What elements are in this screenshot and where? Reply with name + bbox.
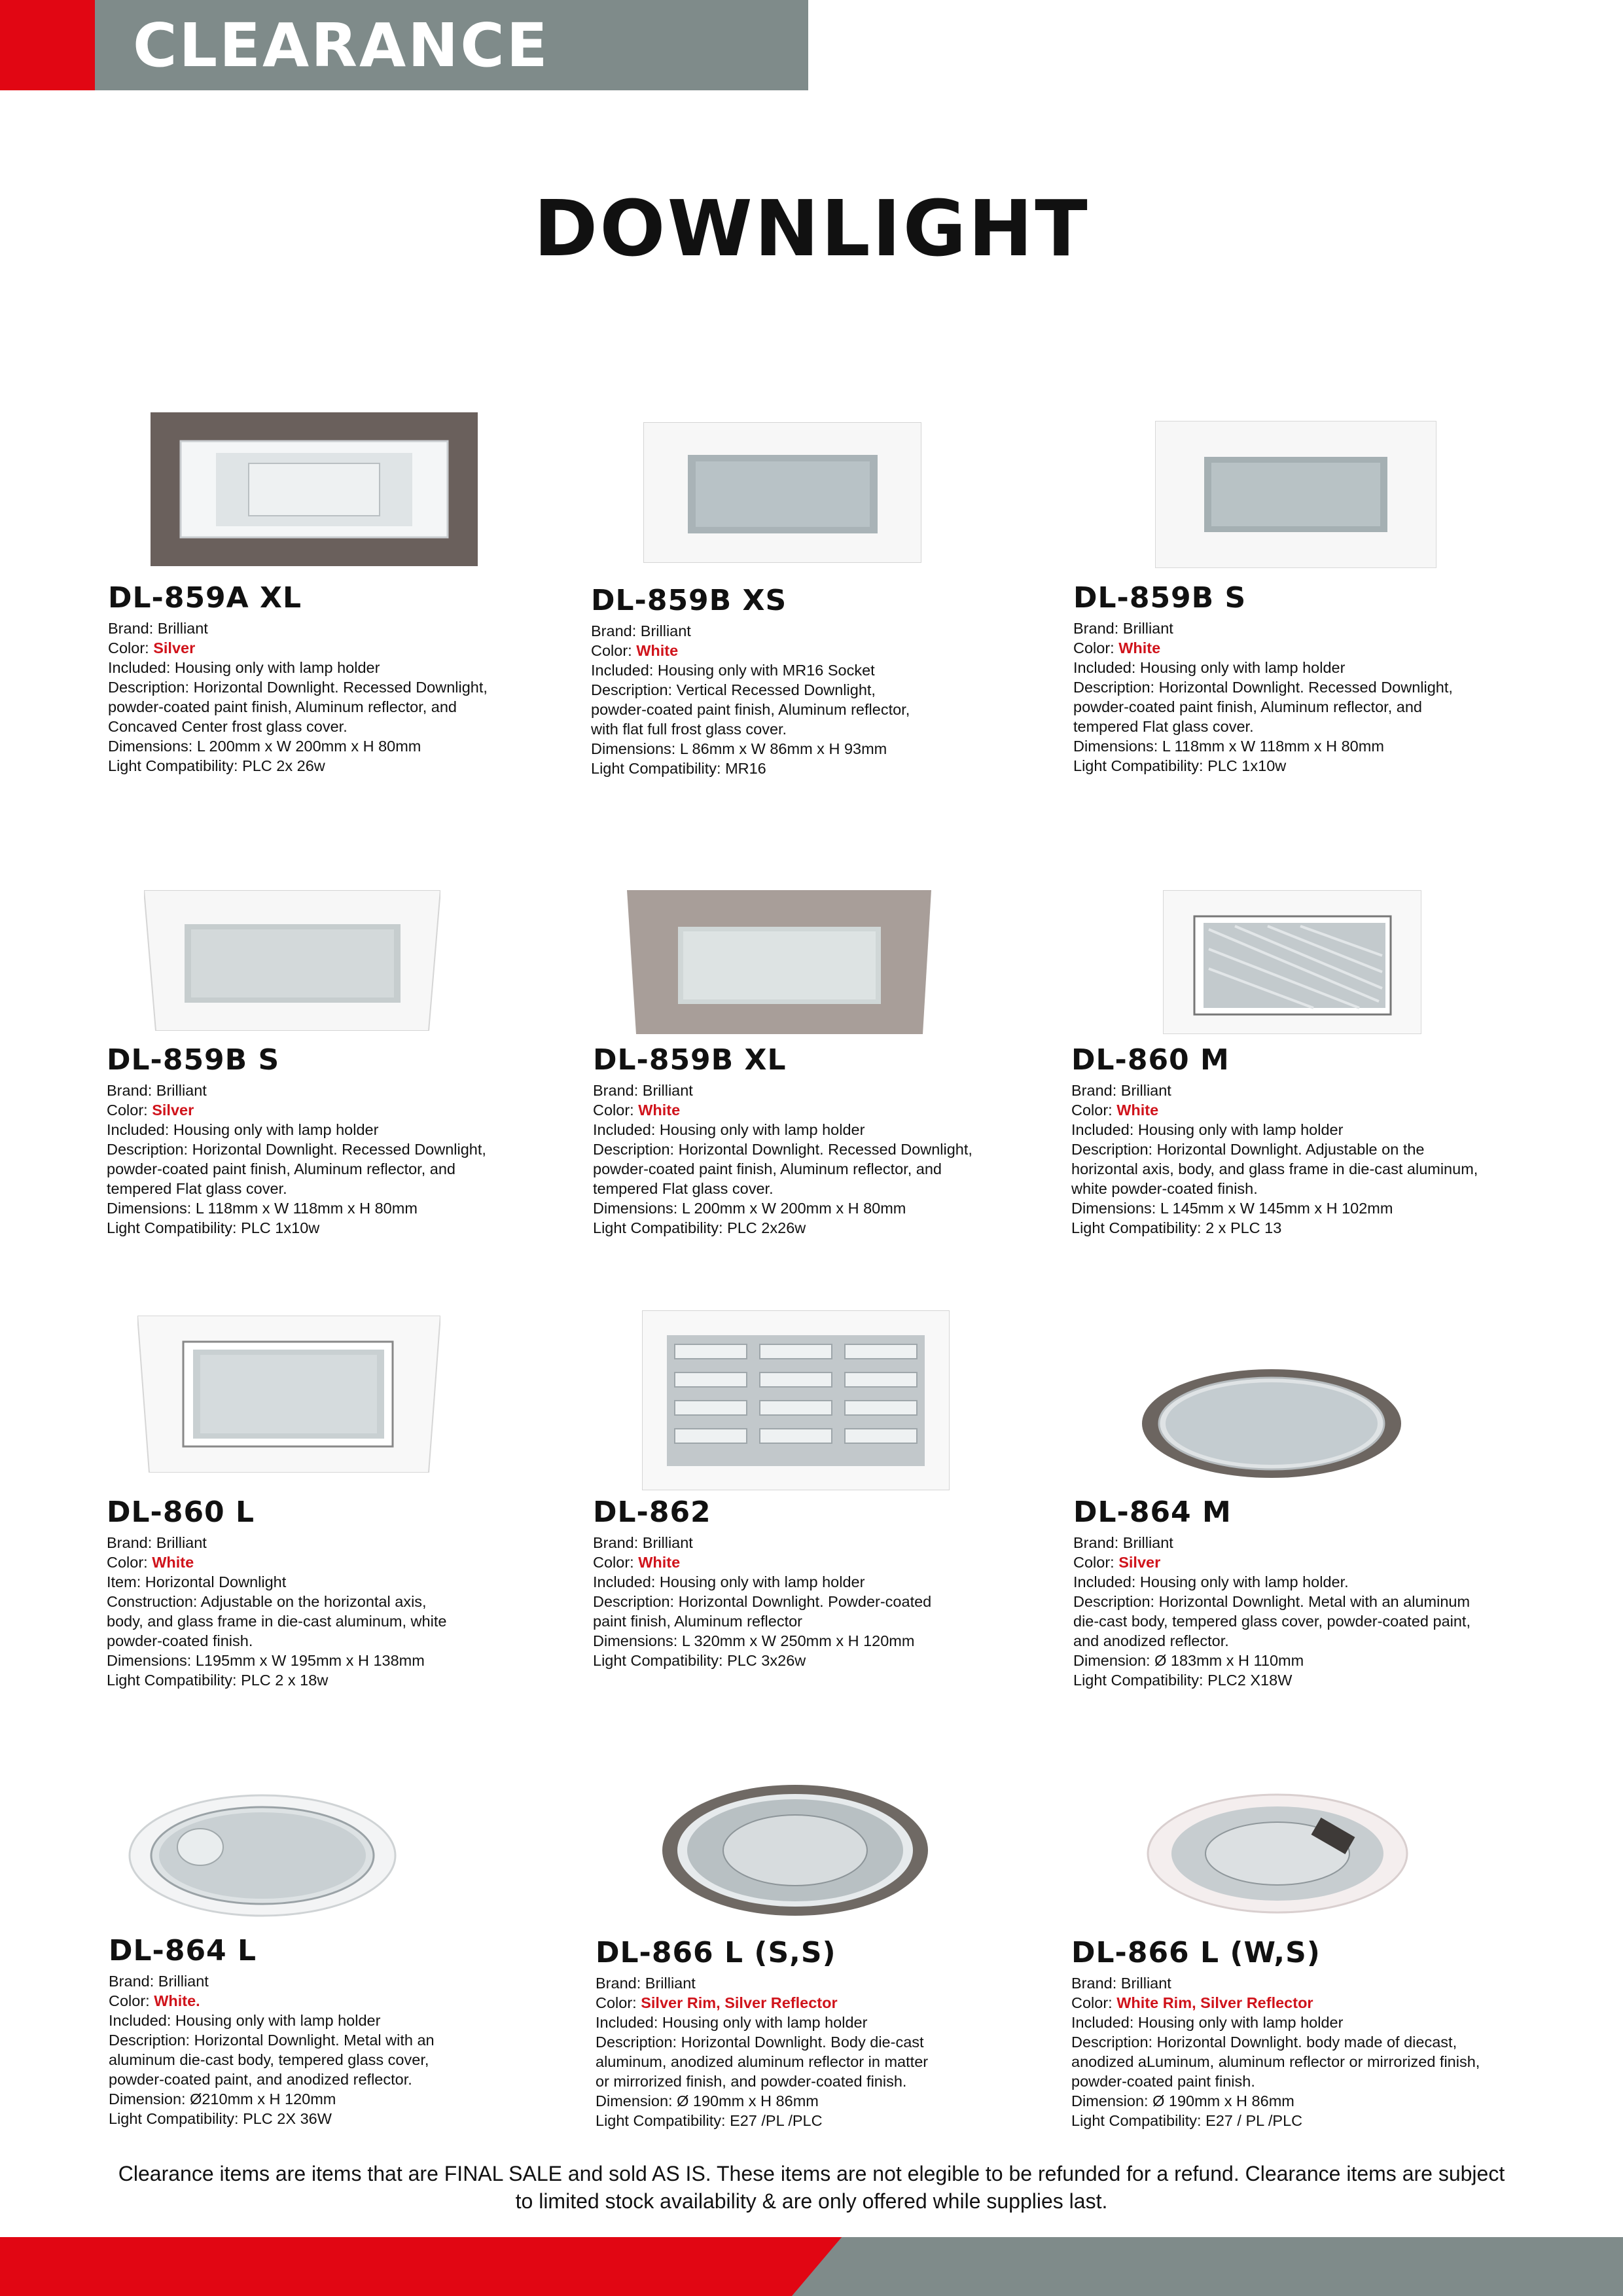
product-image (137, 1316, 440, 1473)
detail-line: Included: Housing only with lamp holder (1073, 659, 1346, 676)
product-details (593, 1081, 1051, 1238)
detail-line: Dimension: Ø 190mm x H 86mm (596, 2092, 819, 2109)
detail-line: Light Compatibility: 2 x PLC 13 (1071, 1219, 1282, 1236)
detail-line: and anodized reflector. (1073, 1632, 1229, 1649)
detail-line-color: Color: White (593, 1102, 681, 1119)
detail-line: tempered Flat glass cover. (593, 1180, 774, 1197)
detail-line: die-cast body, tempered glass cover, powder-coated paint, (1073, 1613, 1471, 1630)
detail-line: Dimensions: L 145mm x W 145mm x H 102mm (1071, 1200, 1393, 1217)
detail-line: paint finish, Aluminum reflector (593, 1613, 803, 1630)
product-image (144, 890, 440, 1031)
detail-line: tempered Flat glass cover. (1073, 718, 1254, 735)
detail-line: Brand: Brilliant (591, 622, 691, 639)
detail-line-color: Color: White. (109, 1992, 200, 2009)
product-details (596, 1973, 1054, 2130)
product-name: DL-860 M (1071, 1043, 1230, 1077)
product-image (1147, 1793, 1408, 1914)
detail-line: Light Compatibility: PLC 3x26w (593, 1652, 806, 1669)
detail-line-color: Color: White (591, 642, 679, 659)
detail-line-color: Color: Silver (108, 639, 196, 656)
detail-line: Concaved Center frost glass cover. (108, 718, 348, 735)
detail-line-color: Color: Silver (1073, 1554, 1161, 1571)
detail-line: Description: Horizontal Downlight. Powder-coated (593, 1593, 932, 1610)
product-image (128, 1793, 397, 1918)
product-name: DL-866 L (W,S) (1071, 1936, 1321, 1969)
detail-line: Light Compatibility: MR16 (591, 760, 766, 777)
detail-line: Brand: Brilliant (593, 1534, 693, 1551)
detail-line: Dimensions: L 200mm x W 200mm x H 80mm (593, 1200, 906, 1217)
product-image (151, 412, 478, 566)
detail-line: Light Compatibility: PLC 1x10w (1073, 757, 1287, 774)
product-name: DL-866 L (S,S) (596, 1936, 836, 1969)
detail-line: Description: Horizontal Downlight. Recessed Downlight, (593, 1141, 972, 1158)
product-details (109, 1971, 567, 2128)
product-details (593, 1533, 1051, 1670)
detail-line: Dimensions: L 118mm x W 118mm x H 80mm (107, 1200, 418, 1217)
product-image (1163, 890, 1421, 1034)
detail-line: Dimension: Ø210mm x H 120mm (109, 2090, 336, 2108)
detail-line: Description: Horizontal Downlight. Metal with an (109, 2032, 435, 2049)
header-red-accent (0, 0, 95, 90)
detail-line: white powder-coated finish. (1071, 1180, 1258, 1197)
detail-line: Included: Housing only with lamp holder (109, 2012, 381, 2029)
detail-line: Light Compatibility: E27 /PL /PLC (596, 2112, 823, 2129)
detail-line: Description: Horizontal Downlight. Adjustable on the (1071, 1141, 1425, 1158)
detail-line: Light Compatibility: PLC 1x10w (107, 1219, 320, 1236)
header-bar (95, 0, 808, 90)
detail-line: tempered Flat glass cover. (107, 1180, 287, 1197)
detail-line: powder-coated paint finish, Aluminum reflector, and (108, 698, 457, 715)
product-name: DL-859B S (107, 1043, 280, 1077)
detail-line: horizontal axis, body, and glass frame in die-cast aluminum, (1071, 1160, 1478, 1177)
detail-line: Brand: Brilliant (109, 1973, 209, 1990)
product-name: DL-859B XL (593, 1043, 787, 1077)
product-details (107, 1081, 565, 1238)
detail-line: body, and glass frame in die-cast aluminum, white (107, 1613, 447, 1630)
detail-line: Brand: Brilliant (1073, 620, 1173, 637)
footer-red-band (0, 2237, 844, 2296)
detail-line: Construction: Adjustable on the horizontal axis, (107, 1593, 427, 1610)
detail-line: powder-coated paint finish, Aluminum reflector, and (1073, 698, 1422, 715)
detail-line: Description: Horizontal Downlight. Recessed Downlight, (107, 1141, 486, 1158)
detail-line: Dimensions: L 86mm x W 86mm x H 93mm (591, 740, 887, 757)
detail-line: Dimensions: L195mm x W 195mm x H 138mm (107, 1652, 425, 1669)
detail-line: Included: Housing only with lamp holder (108, 659, 380, 676)
detail-line-color: Color: White (1073, 639, 1161, 656)
detail-line: powder-coated paint, and anodized reflector. (109, 2071, 412, 2088)
detail-line: Dimension: Ø 190mm x H 86mm (1071, 2092, 1294, 2109)
detail-line: Brand: Brilliant (596, 1975, 696, 1992)
detail-line: Brand: Brilliant (107, 1534, 207, 1551)
detail-line: or mirrorized finish, and powder-coated finish. (596, 2073, 907, 2090)
detail-line: Included: Housing only with lamp holder (107, 1121, 379, 1138)
detail-line: powder-coated paint finish, Aluminum reflector, and (593, 1160, 942, 1177)
product-details (1071, 1973, 1529, 2130)
product-image (661, 1784, 929, 1918)
detail-line: Light Compatibility: PLC2 X18W (1073, 1672, 1293, 1689)
product-name: DL-862 (593, 1496, 711, 1529)
detail-line: Brand: Brilliant (1071, 1975, 1171, 1992)
detail-line: Light Compatibility: PLC 2X 36W (109, 2110, 332, 2127)
detail-line: Light Compatibility: PLC 2x 26w (108, 757, 325, 774)
product-name: DL-860 L (107, 1496, 255, 1529)
product-details (108, 619, 566, 776)
detail-line: Light Compatibility: PLC 2x26w (593, 1219, 806, 1236)
detail-line: Item: Horizontal Downlight (107, 1573, 287, 1590)
detail-line: Description: Horizontal Downlight. Recessed Downlight, (108, 679, 488, 696)
detail-line: Description: Horizontal Downlight. Metal with an aluminum (1073, 1593, 1471, 1610)
detail-line: Brand: Brilliant (593, 1082, 693, 1099)
detail-line: Included: Housing only with lamp holder (1071, 1121, 1344, 1138)
footer-grey-band (792, 2237, 1623, 2296)
detail-line: Description: Horizontal Downlight. Body die-cast (596, 2034, 924, 2051)
detail-line: aluminum, anodized aluminum reflector in matter (596, 2053, 929, 2070)
product-details (1073, 1533, 1531, 1690)
detail-line: Included: Housing only with MR16 Socket (591, 662, 875, 679)
detail-line: anodized aLuminum, aluminum reflector or mirrorized finish, (1071, 2053, 1480, 2070)
detail-line: Included: Housing only with lamp holder (593, 1121, 865, 1138)
product-name: DL-864 M (1073, 1496, 1232, 1529)
detail-line: Dimensions: L 118mm x W 118mm x H 80mm (1073, 738, 1384, 755)
detail-line: Light Compatibility: E27 / PL /PLC (1071, 2112, 1303, 2129)
product-name: DL-859B S (1073, 581, 1247, 615)
detail-line: Light Compatibility: PLC 2 x 18w (107, 1672, 329, 1689)
product-details (591, 621, 1049, 778)
product-details (107, 1533, 565, 1690)
detail-line: with flat full frost glass cover. (591, 721, 787, 738)
page-title: DOWNLIGHT (533, 183, 1090, 274)
detail-line: aluminum die-cast body, tempered glass cover, (109, 2051, 429, 2068)
detail-line-color: Color: White (107, 1554, 194, 1571)
header-label: CLEARANCE (133, 10, 550, 81)
detail-line: powder-coated paint finish, Aluminum reflector, and (107, 1160, 455, 1177)
detail-line: Brand: Brilliant (1071, 1082, 1171, 1099)
product-image (1155, 421, 1436, 568)
detail-line: Brand: Brilliant (1073, 1534, 1173, 1551)
detail-line: Dimension: Ø 183mm x H 110mm (1073, 1652, 1304, 1669)
product-name: DL-859A XL (108, 581, 302, 615)
detail-line: Included: Housing only with lamp holder (1071, 2014, 1344, 2031)
product-image (627, 890, 931, 1034)
product-image (1141, 1368, 1402, 1479)
detail-line: powder-coated paint finish. (1071, 2073, 1255, 2090)
detail-line-color: Color: Silver Rim, Silver Reflector (596, 1994, 838, 2011)
product-details (1073, 619, 1531, 776)
product-image (643, 422, 921, 563)
product-image (642, 1310, 950, 1490)
detail-line-color: Color: White Rim, Silver Reflector (1071, 1994, 1313, 2011)
product-name: DL-859B XS (591, 584, 787, 617)
detail-line: Dimensions: L 200mm x W 200mm x H 80mm (108, 738, 421, 755)
detail-line: Included: Housing only with lamp holder (593, 1573, 865, 1590)
detail-line: powder-coated finish. (107, 1632, 253, 1649)
detail-line-color: Color: White (1071, 1102, 1159, 1119)
detail-line-color: Color: Silver (107, 1102, 194, 1119)
product-details (1071, 1081, 1529, 1238)
detail-line: Brand: Brilliant (108, 620, 208, 637)
clearance-disclaimer (52, 2160, 1571, 2215)
detail-line: powder-coated paint finish, Aluminum reflector, (591, 701, 910, 718)
disclaimer-line-2: to limited stock availability & are only offered while supplies last. (515, 2189, 1108, 2213)
detail-line: Included: Housing only with lamp holder (596, 2014, 868, 2031)
detail-line: Brand: Brilliant (107, 1082, 207, 1099)
detail-line: Description: Horizontal Downlight. body made of diecast, (1071, 2034, 1457, 2051)
detail-line-color: Color: White (593, 1554, 681, 1571)
product-name: DL-864 L (109, 1934, 257, 1967)
detail-line: Included: Housing only with lamp holder. (1073, 1573, 1349, 1590)
detail-line: Description: Horizontal Downlight. Recessed Downlight, (1073, 679, 1453, 696)
disclaimer-line-1: Clearance items are items that are FINAL SALE and sold AS IS. These items are not elegible to be refunded for a refund. Clearance items are subject (118, 2162, 1505, 2185)
detail-line: Dimensions: L 320mm x W 250mm x H 120mm (593, 1632, 915, 1649)
detail-line: Description: Vertical Recessed Downlight, (591, 681, 876, 698)
